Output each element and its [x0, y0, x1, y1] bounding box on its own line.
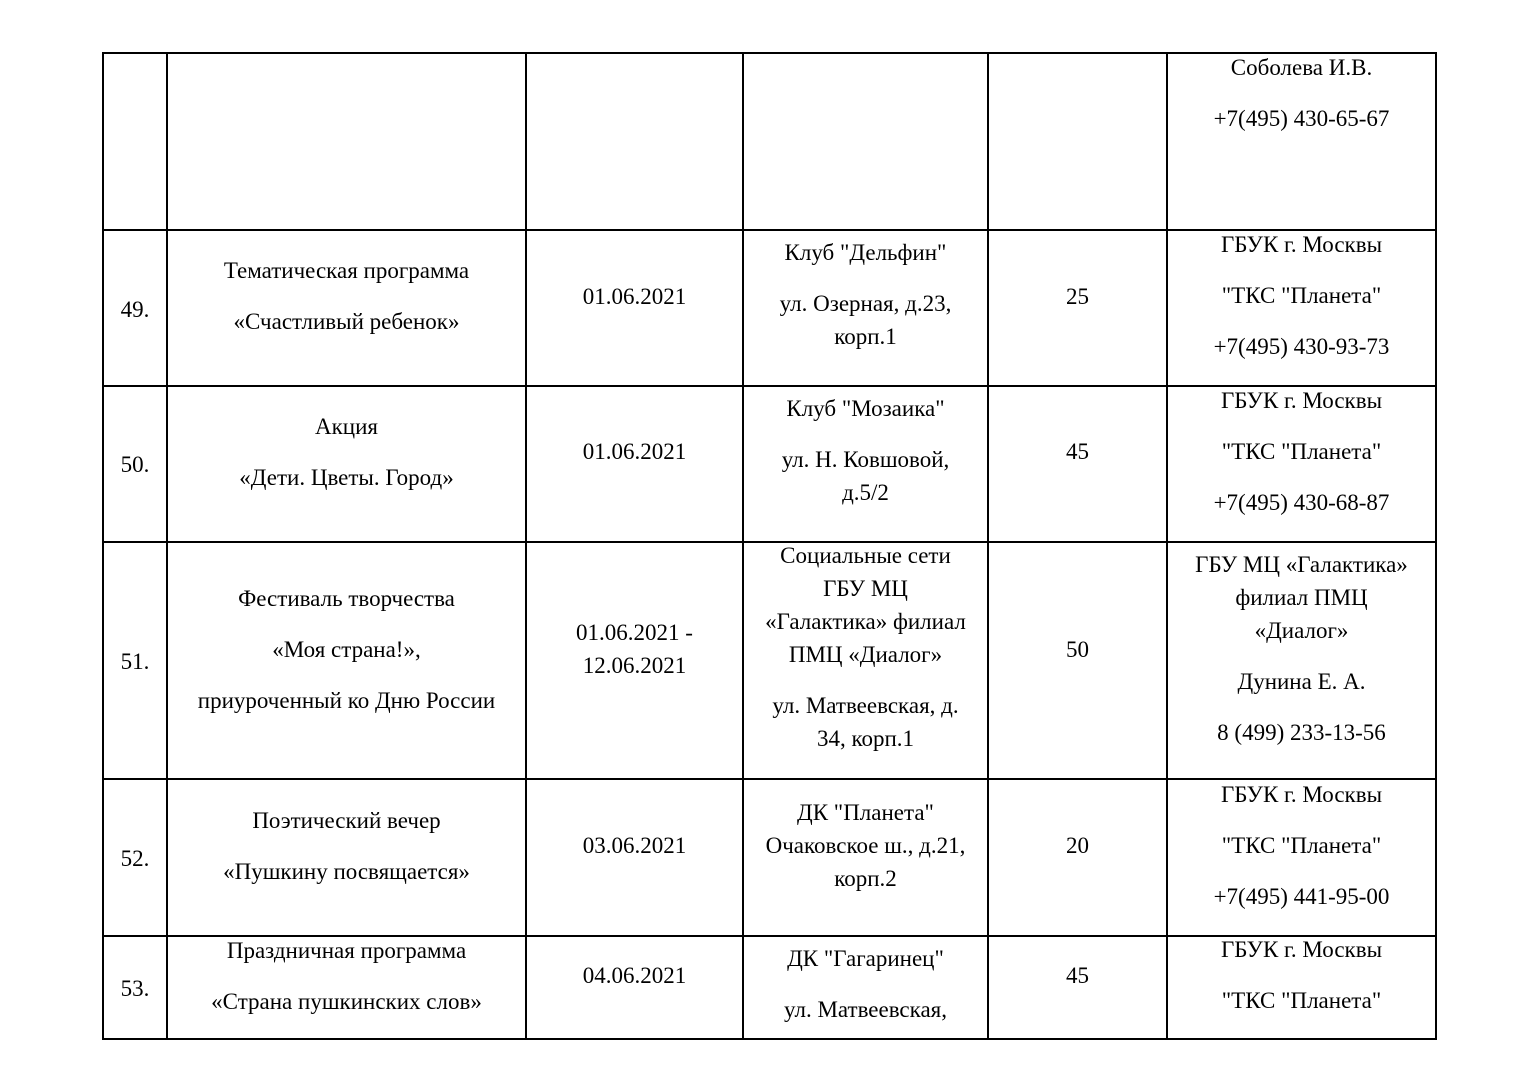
venue-name: Социальные сети ГБУ МЦ «Галактика» филиал ПМЦ «Диалог»: [765, 543, 966, 667]
venue-cell: [744, 392, 987, 509]
organizer-phone: +7(495) 430-65-67: [1213, 106, 1390, 131]
date-cell: [527, 616, 742, 682]
event-cell: [168, 582, 525, 717]
participants-cell: [989, 280, 1166, 313]
event-type: Акция: [315, 414, 378, 439]
organizer-cell: [1168, 548, 1435, 749]
date-cell: [527, 959, 742, 992]
participants-cell: [989, 435, 1166, 468]
organizer-cell: [1168, 51, 1435, 135]
organizer-name: ГБУК г. Москвы: [1220, 232, 1383, 257]
venue-address: ул. Озерная, д.23, корп.1: [779, 291, 952, 349]
event-cell: [168, 254, 525, 338]
venue-cell: [744, 236, 987, 353]
participants-count: 45: [1066, 963, 1089, 988]
column-divider: [166, 52, 168, 1040]
participants-cell: [989, 829, 1166, 862]
venue-cell: [744, 796, 987, 895]
date-cell: [527, 829, 742, 862]
participants-count: 45: [1066, 439, 1089, 464]
organizer-contact-name: Соболева И.В.: [1230, 55, 1373, 80]
venue-name: Клуб "Дельфин": [784, 240, 947, 265]
event-title: «Дети. Цветы. Город»: [239, 465, 454, 490]
venue-cell: [744, 539, 987, 755]
organizer-unit: "ТКС "Планета": [1221, 833, 1382, 858]
venue-address: ул. Матвеевская,: [783, 997, 948, 1022]
organizer-unit: "ТКС "Планета": [1221, 988, 1382, 1013]
venue-address: ул. Матвеевская, д. 34, корп.1: [772, 693, 959, 751]
organizer-phone: +7(495) 441-95-00: [1213, 884, 1390, 909]
organizer-contact-name: Дунина Е. А.: [1237, 669, 1366, 694]
row-number: 50.: [120, 452, 150, 477]
organizer-cell: [1168, 384, 1435, 519]
event-title: «Моя страна!»,: [272, 637, 421, 662]
participants-cell: [989, 633, 1166, 666]
venue-name-address: ДК "Планета" Очаковское ш., д.21, корп.2: [765, 800, 966, 891]
row-number: 52.: [120, 846, 150, 871]
event-cell: [168, 410, 525, 494]
organizer-name: ГБУК г. Москвы: [1220, 388, 1383, 413]
column-divider: [525, 52, 527, 1040]
event-title: «Пушкину посвящается»: [223, 859, 470, 884]
event-cell: [168, 804, 525, 888]
row-number-cell: [104, 645, 166, 678]
organizer-phone: 8 (499) 233-13-56: [1217, 720, 1386, 745]
row-number-cell: [104, 972, 166, 1005]
row-number: 51.: [120, 649, 150, 674]
date-cell: [527, 435, 742, 468]
participants-count: 20: [1066, 833, 1089, 858]
date-cell: [527, 280, 742, 313]
row-number: 49.: [120, 297, 150, 322]
event-dedication: приуроченный ко Дню России: [197, 688, 496, 713]
event-date: 01.06.2021: [582, 439, 687, 464]
organizer-name: ГБУ МЦ «Галактика» филиал ПМЦ «Диалог»: [1195, 552, 1408, 643]
event-date: 01.06.2021: [582, 284, 687, 309]
venue-address: ул. Н. Ковшовой, д.5/2: [781, 447, 950, 505]
organizer-unit: "ТКС "Планета": [1221, 439, 1382, 464]
event-cell: [168, 934, 525, 1018]
event-date: 04.06.2021: [582, 963, 687, 988]
row-number-cell: [104, 842, 166, 875]
event-title: «Страна пушкинских слов»: [211, 989, 482, 1014]
event-type: Поэтический вечер: [252, 808, 441, 833]
participants-count: 50: [1066, 637, 1089, 662]
event-type: Тематическая программа: [223, 258, 470, 283]
venue-cell: [744, 942, 987, 1026]
column-divider: [102, 52, 104, 1040]
event-date: 03.06.2021: [582, 833, 687, 858]
organizer-cell: [1168, 228, 1435, 363]
organizer-unit: "ТКС "Планета": [1221, 283, 1382, 308]
organizer-cell: [1168, 933, 1435, 1017]
column-divider: [1435, 52, 1437, 1040]
row-number: 53.: [120, 976, 150, 1001]
organizer-phone: +7(495) 430-68-87: [1213, 490, 1390, 515]
row-number-cell: [104, 448, 166, 481]
event-date: 01.06.2021 - 12.06.2021: [576, 620, 693, 678]
venue-name: Клуб "Мозаика": [786, 396, 945, 421]
organizer-name: ГБУК г. Москвы: [1220, 937, 1383, 962]
participants-cell: [989, 959, 1166, 992]
organizer-cell: [1168, 778, 1435, 913]
event-type: Фестиваль творчества: [238, 586, 455, 611]
event-title: «Счастливый ребенок»: [233, 309, 460, 334]
organizer-phone: +7(495) 430-93-73: [1213, 334, 1390, 359]
table-border-bottom: [102, 1038, 1437, 1040]
event-type: Праздничная программа: [226, 938, 467, 963]
row-number-cell: [104, 293, 166, 326]
organizer-name: ГБУК г. Москвы: [1220, 782, 1383, 807]
participants-count: 25: [1066, 284, 1089, 309]
venue-name: ДК "Гагаринец": [787, 946, 944, 971]
column-divider: [987, 52, 989, 1040]
